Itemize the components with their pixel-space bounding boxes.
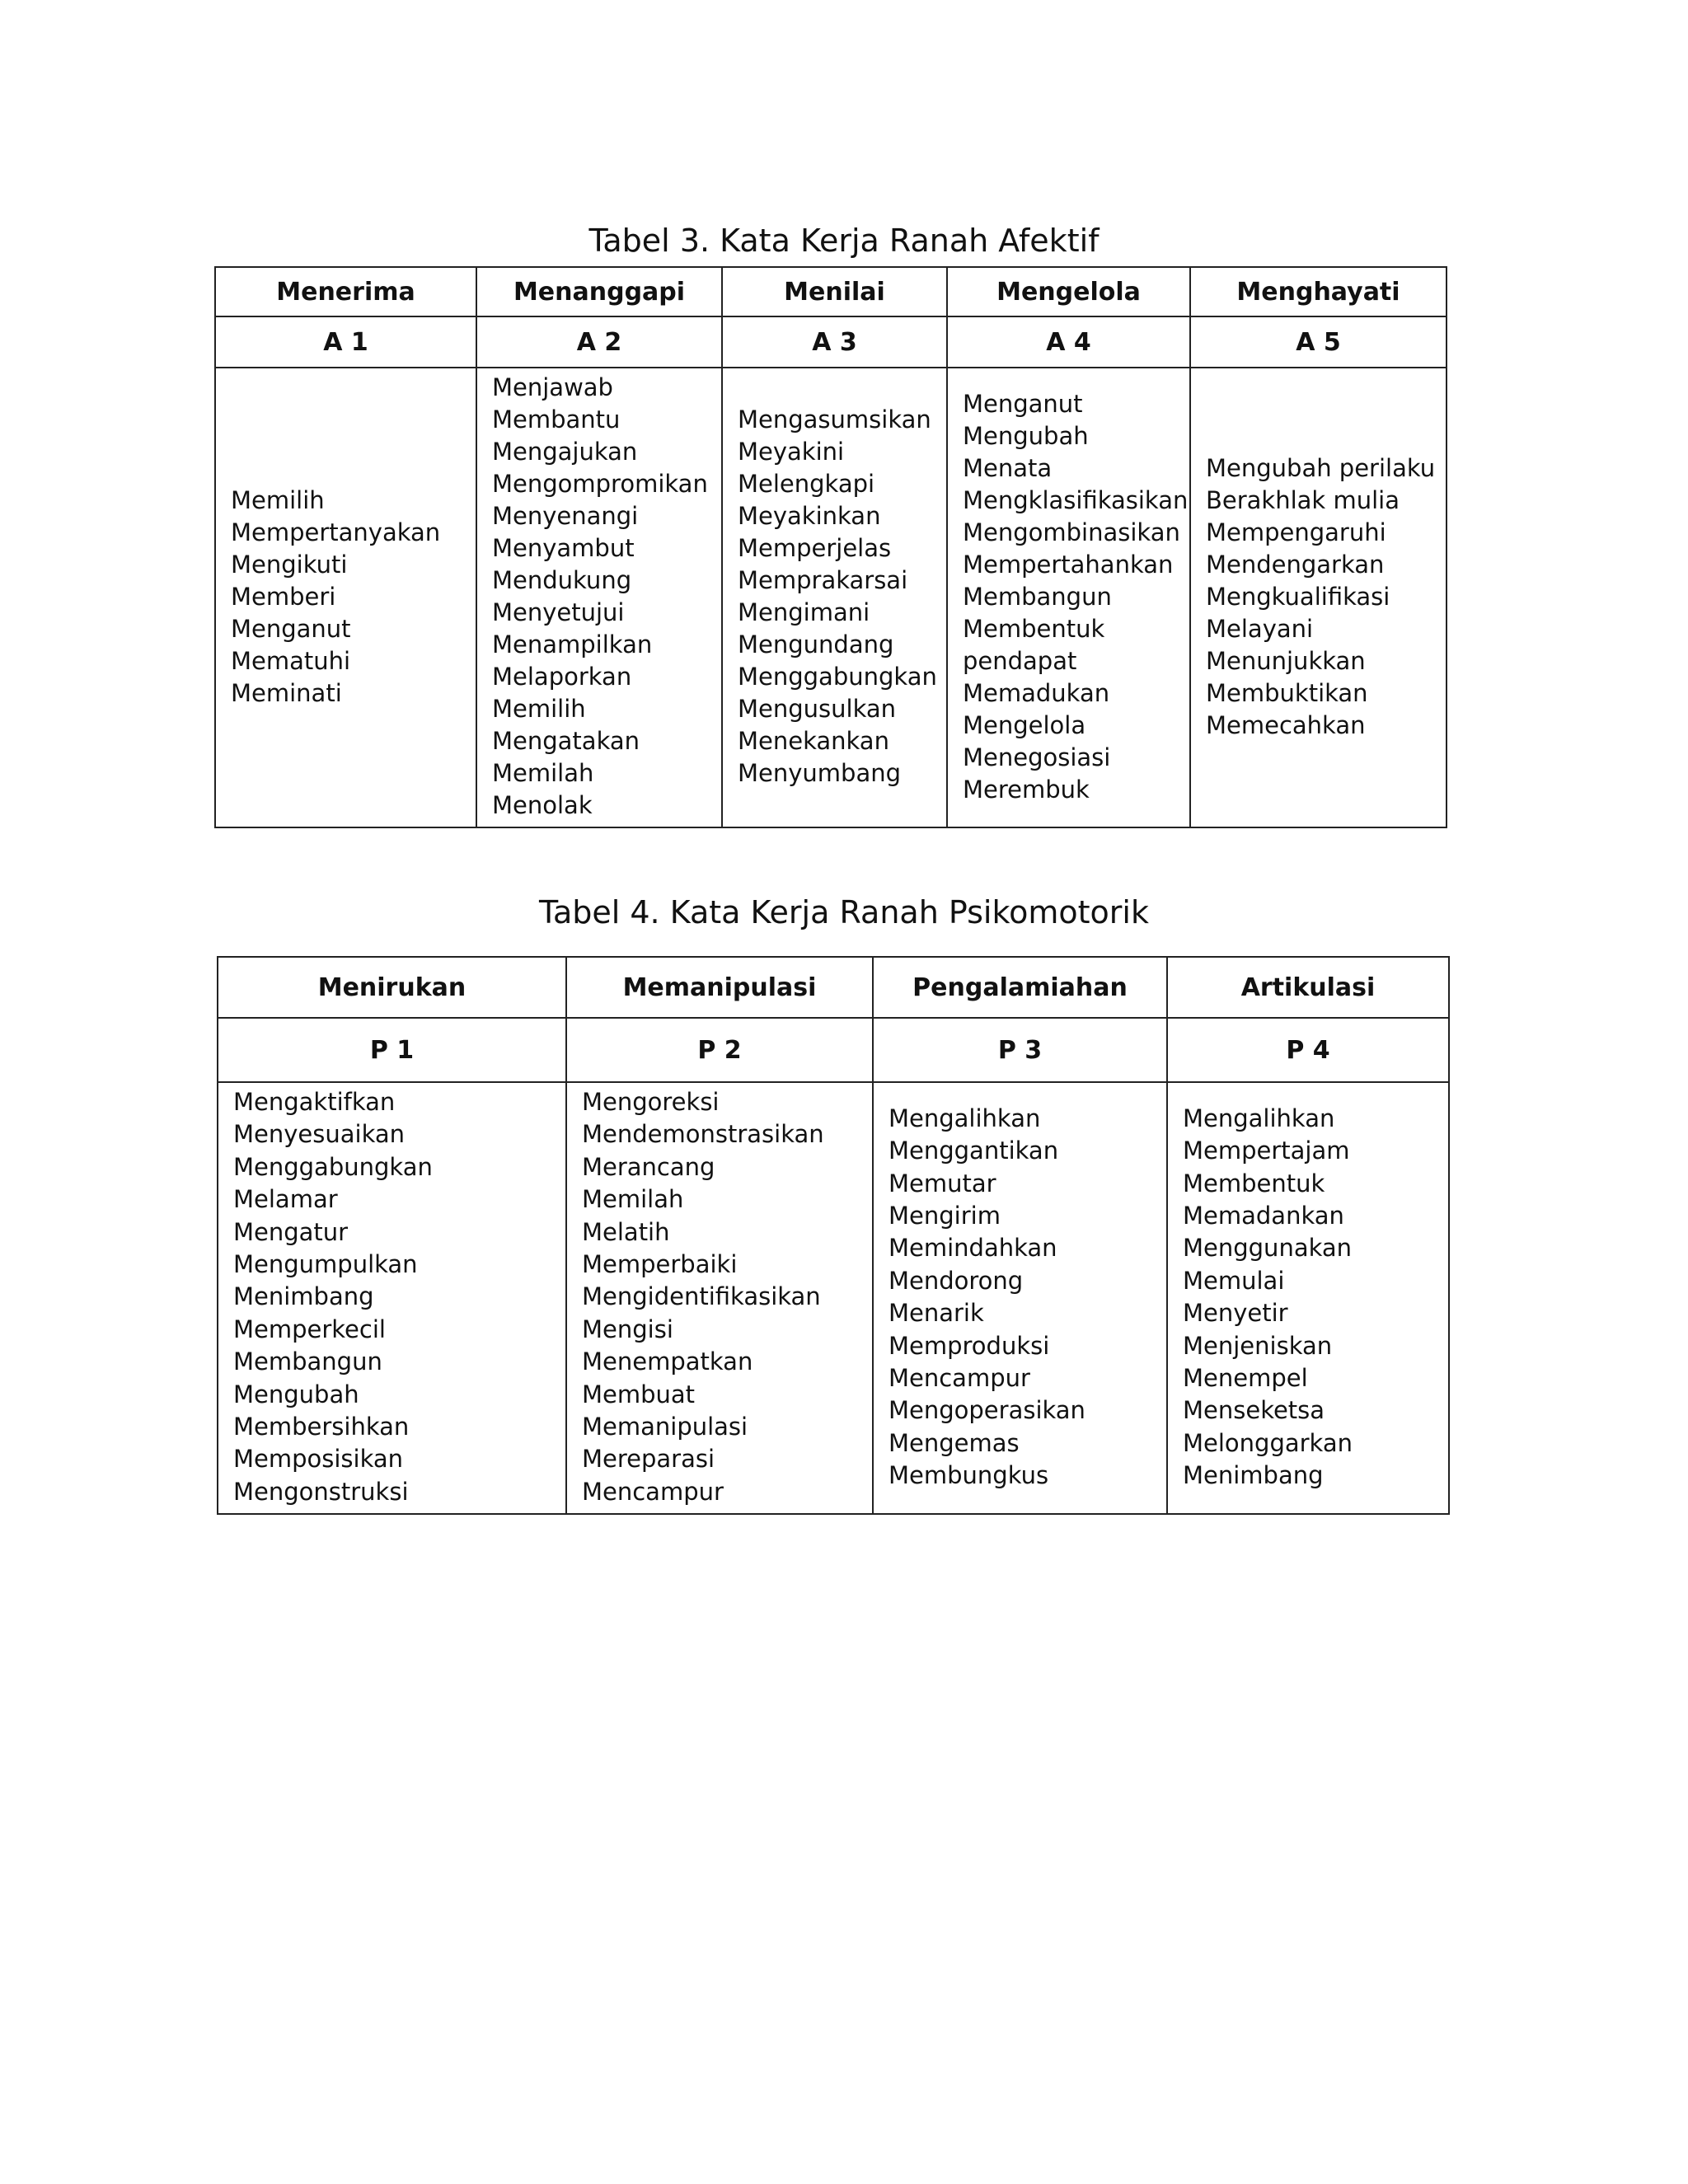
table-4-caption: Tabel 4. Kata Kerja Ranah Psikomotorik [539,894,1149,930]
verb-item: Melatih [582,1217,670,1246]
table-4-word-cell [1167,1082,1449,1514]
verb-item: Mengajukan [492,438,638,466]
verb-item: Mengaktifkan [233,1088,396,1116]
verb-item: Memilah [492,759,594,787]
verb-item: Menseketsa [1183,1396,1325,1425]
verb-item: Mengimani [738,598,870,626]
verb-item: Merembuk [963,775,1090,804]
verb-item: Menjeniskan [1183,1331,1333,1360]
verb-item: Merancang [582,1152,715,1181]
verb-item: Membentuk [963,614,1105,643]
verb-item: Mengisi [582,1315,673,1343]
table-4-psikomotorik [217,956,1450,1515]
verb-item: Mendengarkan [1206,550,1385,579]
verb-item: Mengklasifikasikan [963,485,1189,514]
verb-item: Mengubah [963,421,1089,450]
table-3-word-cell [1190,368,1447,827]
verb-item: Melaporkan [492,663,632,691]
verb-item: Menjawab [492,373,613,401]
verb-item: Menyambut [492,534,635,562]
verb-item: Menempatkan [582,1347,753,1376]
verb-item: Memulai [1183,1266,1285,1295]
verb-item: Mengikuti [231,550,348,579]
verb-item: Menegosiasi [963,743,1111,771]
verb-item: Mengumpulkan [233,1250,418,1279]
verb-item: Memanipulasi [582,1413,748,1441]
table-4-header-cell: Menirukan [218,957,566,1018]
verb-item: Melamar [233,1185,338,1214]
table-4-word-cell [218,1082,566,1514]
verb-item: Mempertahankan [963,550,1174,579]
table-4-code-cell: P 2 [566,1018,873,1082]
verb-item: Menimbang [233,1282,374,1311]
table-4-code-cell: P 1 [218,1018,566,1082]
verb-item: Menarik [889,1299,984,1328]
verb-item: Membungkus [889,1461,1049,1490]
verb-item: Mencampur [582,1477,724,1506]
table-3-header-cell: Mengelola [947,267,1190,316]
table-3-body-row [215,368,1447,827]
verb-item: Mendukung [492,566,632,594]
verb-item: Memperjelas [738,534,892,562]
table-3-header-row [215,267,1447,316]
verb-item: Menyenangi [492,502,639,530]
verb-item: Mengirim [889,1201,1001,1230]
verb-item: Membantu [492,405,621,434]
verb-item: Menggantikan [889,1137,1059,1165]
verb-item: Menggabungkan [738,663,937,691]
table-4-header-cell: Pengalamiahan [873,957,1167,1018]
verb-item: Memperkecil [233,1315,386,1343]
verb-item: Mencampur [889,1363,1030,1392]
table-4-header-cell: Memanipulasi [566,957,873,1018]
verb-item: Mengelola [963,710,1086,739]
verb-item: Memproduksi [889,1331,1050,1360]
verb-item: Mendorong [889,1266,1024,1295]
verb-item: Mereparasi [582,1445,715,1474]
verb-item: Membentuk [1183,1169,1325,1197]
table-4-code-cell: P 3 [873,1018,1167,1082]
verb-item: Berakhlak mulia [1206,485,1400,514]
table-3-word-cell [476,368,722,827]
verb-item: Mengidentifikasikan [582,1282,821,1311]
verb-item: Melonggarkan [1183,1428,1353,1457]
verb-item: Mengkualifikasi [1206,582,1390,611]
verb-item: Mengatakan [492,727,640,755]
verb-item: Menyumbang [738,759,902,787]
verb-item: Menyesuaikan [233,1120,405,1149]
table-4-code-cell: P 4 [1167,1018,1449,1082]
verb-item: Mengoreksi [582,1088,720,1116]
verb-item: Mengoperasikan [889,1396,1085,1425]
verb-item: Memecahkan [1206,710,1366,739]
verb-item: Meyakinkan [738,502,881,530]
table-4-code-row [218,1018,1449,1082]
verb-item: Membersihkan [233,1413,410,1441]
verb-item: Mengatur [233,1217,349,1246]
verb-item: Mengasumsikan [738,405,931,434]
table-4-word-cell [873,1082,1167,1514]
verb-item: Mengombinasikan [963,518,1180,546]
table-3-afektif [214,266,1447,828]
verb-item: Menunjukkan [1206,646,1366,675]
table-3-caption: Tabel 3. Kata Kerja Ranah Afektif [588,223,1100,259]
verb-item: Memperbaiki [582,1250,738,1279]
verb-item: Mengubah perilaku [1206,453,1436,482]
verb-item: Membangun [233,1347,382,1376]
verb-item: Menimbang [1183,1461,1324,1490]
table-3-code-cell: A 1 [215,316,476,368]
verb-item: Meminati [231,678,342,707]
verb-item: Memindahkan [889,1234,1057,1263]
verb-item: Memadankan [1183,1201,1344,1230]
verb-item: Memilah [582,1185,684,1214]
table-3-header-cell: Menilai [722,267,947,316]
verb-item: Menggunakan [1183,1234,1353,1263]
verb-item: Membangun [963,582,1112,611]
verb-item: Memberi [231,582,336,611]
verb-item: Membuat [582,1380,696,1408]
verb-item: Mendemonstrasikan [582,1120,824,1149]
verb-item: Menempel [1183,1363,1308,1392]
verb-item: Memilih [492,695,586,723]
verb-item: Mempertajam [1183,1137,1350,1165]
table-3-word-cell [947,368,1190,827]
verb-item: Mengalihkan [1183,1104,1335,1132]
table-3-code-cell: A 5 [1190,316,1447,368]
verb-item: Menolak [492,791,593,819]
verb-item: Memadukan [963,678,1110,707]
verb-item: Menganut [231,614,351,643]
verb-item: Menggabungkan [233,1152,433,1181]
verb-item: Memilih [231,485,325,514]
verb-item: Mempertanyakan [231,518,441,546]
verb-item: Mengundang [738,630,894,658]
table-3-code-row [215,316,1447,368]
verb-item: Mematuhi [231,646,351,675]
table-3-code-cell: A 4 [947,316,1190,368]
verb-item: Mengemas [889,1428,1020,1457]
table-3-word-cell [722,368,947,827]
verb-item: Menyetir [1183,1299,1288,1328]
verb-item: Melengkapi [738,470,875,498]
verb-item: Mempengaruhi [1206,518,1386,546]
table-4-body-row [218,1082,1449,1514]
table-3-header-cell: Menerima [215,267,476,316]
verb-item: Memprakarsai [738,566,908,594]
verb-item: Menekankan [738,727,889,755]
table-4-word-cell [566,1082,873,1514]
verb-item: Menata [963,453,1053,482]
verb-item: Melayani [1206,614,1314,643]
verb-item: Membuktikan [1206,678,1368,707]
verb-item: Mengonstruksi [233,1477,409,1506]
verb-item: Memposisikan [233,1445,404,1474]
verb-item: Mengalihkan [889,1104,1041,1132]
table-3-header-cell: Menghayati [1190,267,1447,316]
table-3-code-cell: A 3 [722,316,947,368]
table-3-word-cell [215,368,476,827]
verb-item: Mengubah [233,1380,359,1408]
verb-item: Menganut [963,389,1083,418]
verb-item: Menyetujui [492,598,625,626]
table-4-header-row [218,957,1449,1018]
verb-item: pendapat [963,646,1077,675]
verb-item: Menampilkan [492,630,653,658]
verb-item: Meyakini [738,438,845,466]
table-4-header-cell: Artikulasi [1167,957,1449,1018]
verb-item: Mengompromikan [492,470,708,498]
verb-item: Memutar [889,1169,996,1197]
verb-item: Mengusulkan [738,695,897,723]
table-3-header-cell: Menanggapi [476,267,722,316]
table-3-code-cell: A 2 [476,316,722,368]
